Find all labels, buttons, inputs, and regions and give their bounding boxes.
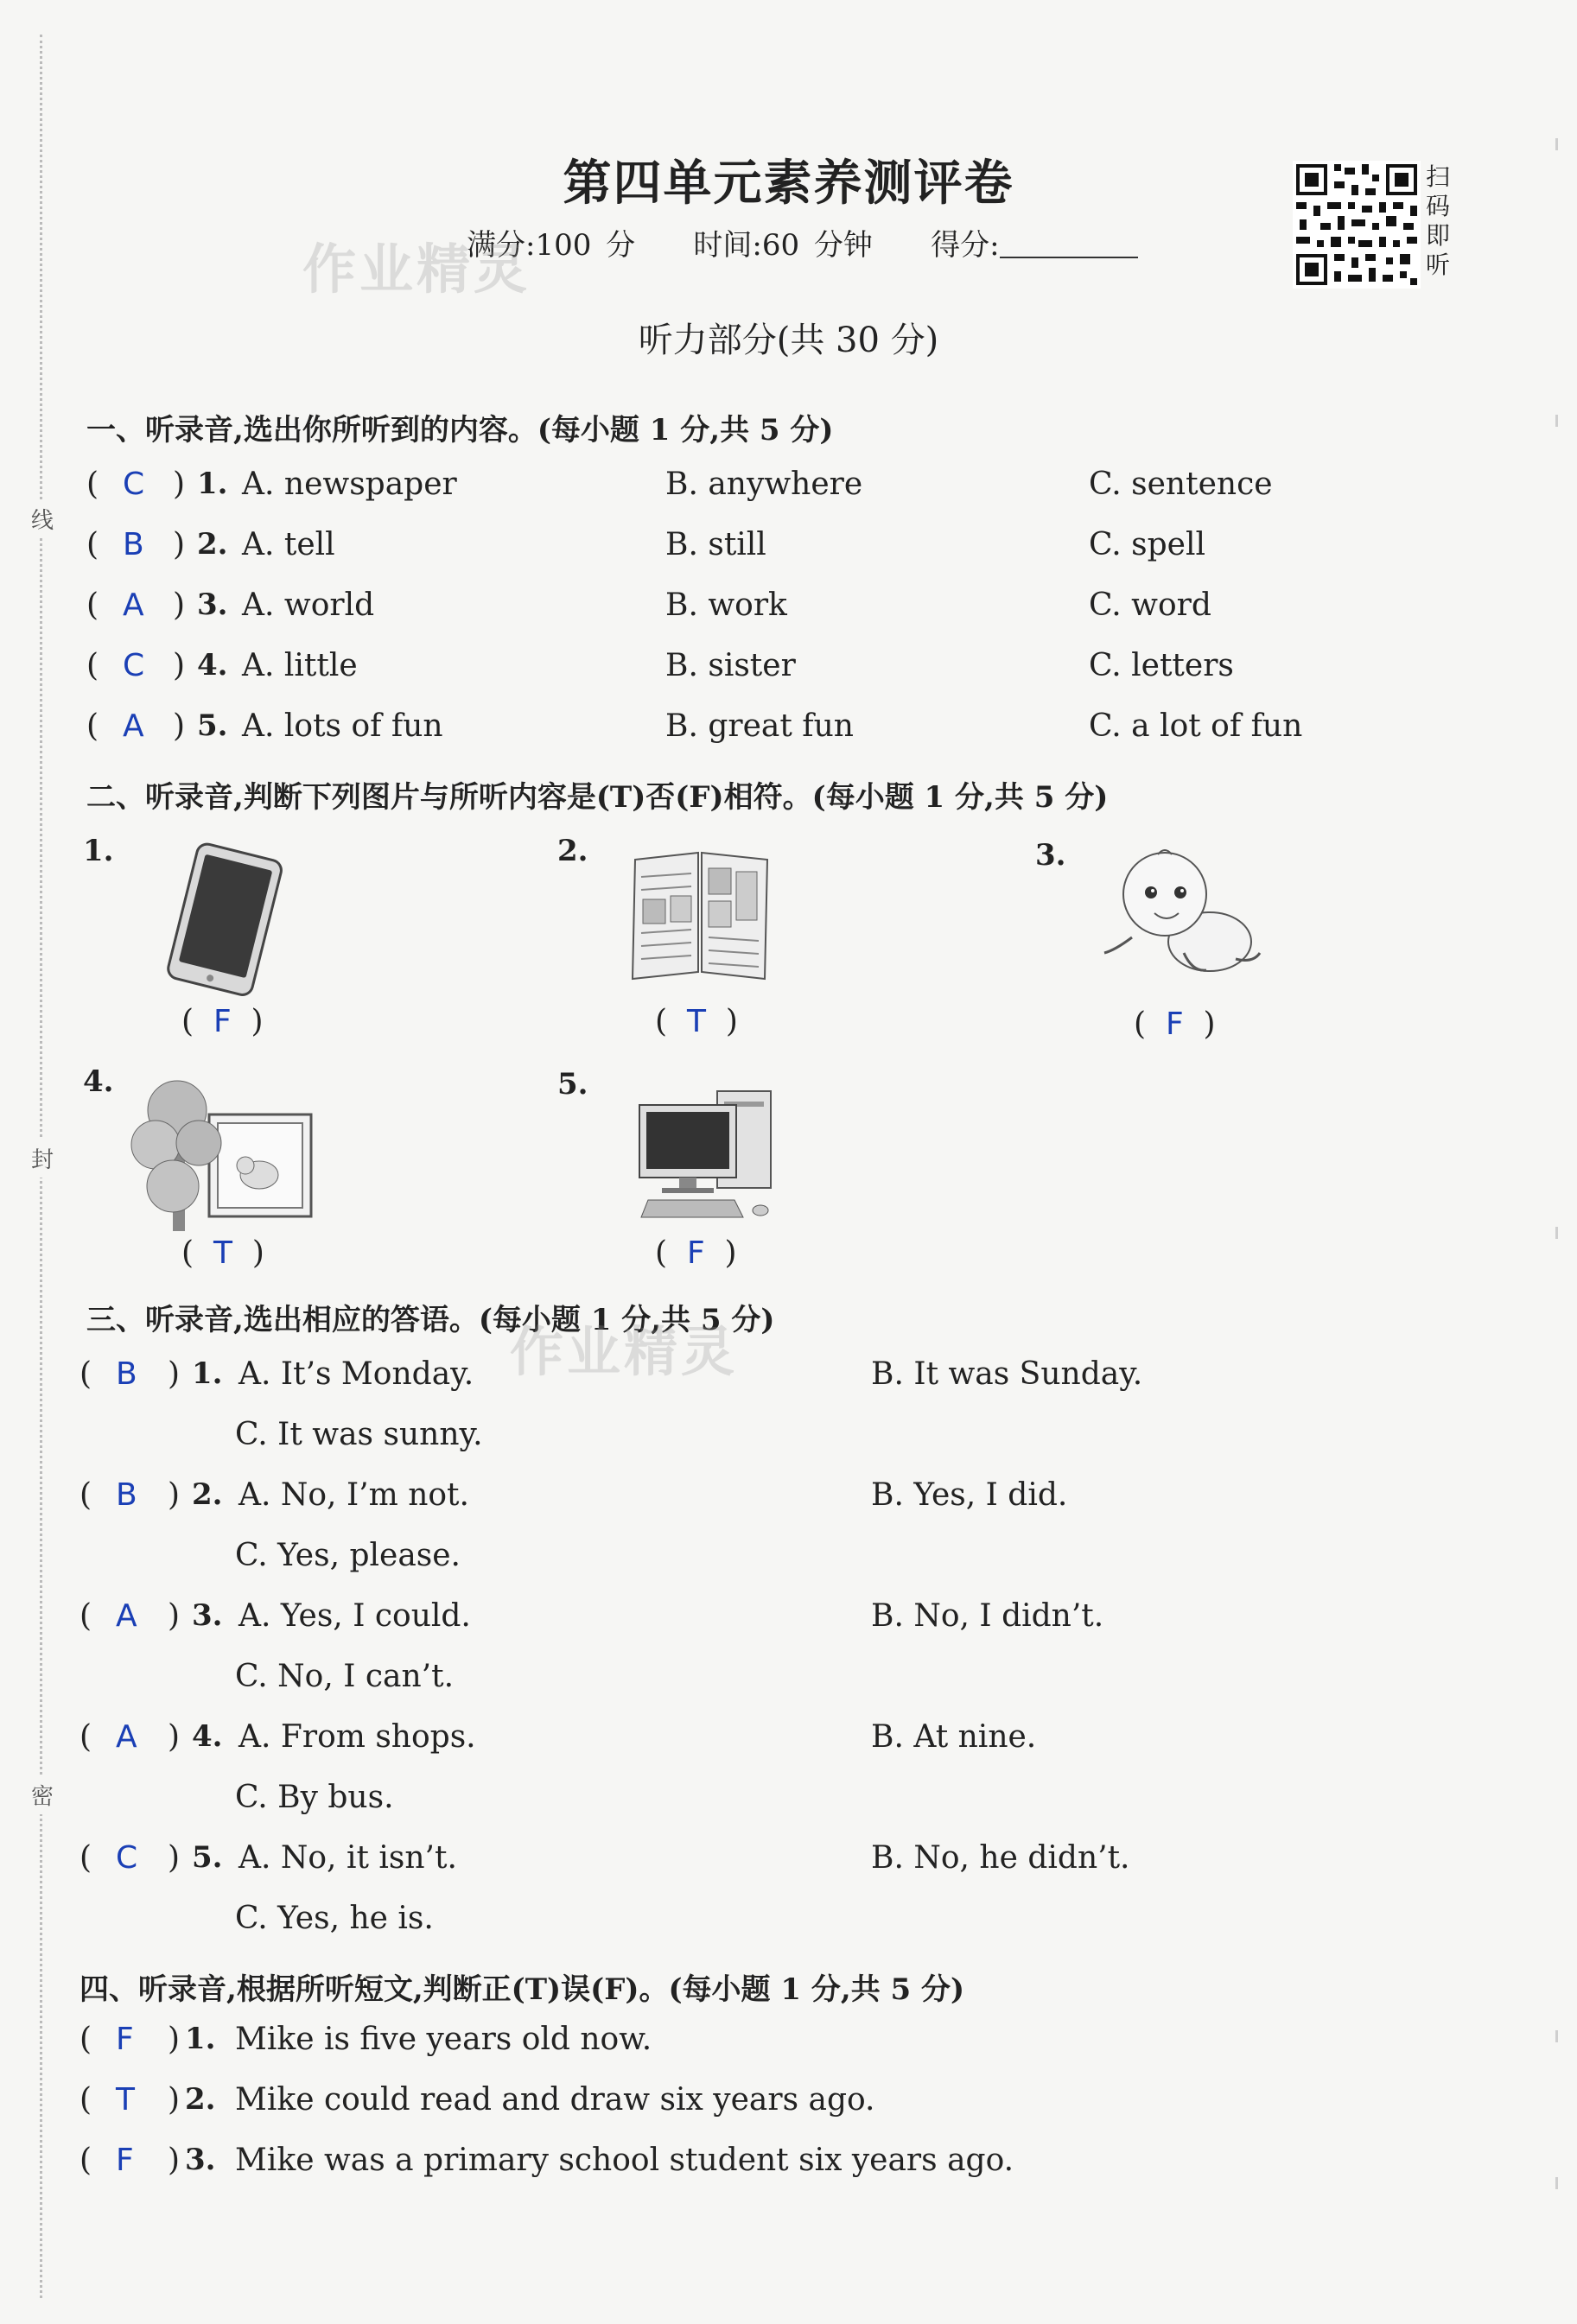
option-b: B. still: [665, 527, 766, 562]
part3-item: ( A ) 3. A. Yes, I could. B. No, I didn’t. C. No, I can’t.: [79, 1598, 1104, 1694]
part3-item: ( B ) 1. A. It’s Monday. B. It was Sunday. C. It was sunny.: [79, 1356, 1143, 1452]
option-b: B. No, he didn’t.: [871, 1840, 1130, 1876]
answer-mark[interactable]: C: [116, 1840, 138, 1876]
part2-heading: 二、听录音,判断下列图片与所听内容是(T)否(F)相符。(每小题 1 分,共 5 分): [86, 780, 1109, 815]
option-c: C. spell: [1089, 527, 1205, 562]
statement: Mike was a primary school student six years ago.: [235, 2143, 1014, 2178]
option-c: C. letters: [1089, 648, 1234, 683]
answer-mark[interactable]: F: [686, 1235, 705, 1271]
answer-mark[interactable]: F: [116, 2143, 134, 2178]
option-b: B. No, I didn’t.: [871, 1598, 1104, 1634]
picture-number: 1.: [83, 834, 114, 868]
option-c: C. sentence: [1089, 467, 1273, 502]
answer-mark[interactable]: C: [123, 467, 145, 502]
baby-icon: [1097, 842, 1270, 989]
option-c: C. No, I can’t.: [235, 1659, 455, 1694]
option-c: C. Yes, please.: [235, 1538, 461, 1573]
binding-char-seal: 封: [31, 1139, 54, 1178]
answer-mark[interactable]: F: [213, 1004, 232, 1039]
option-b: B. great fun: [665, 708, 854, 744]
option-a: A. newspaper: [242, 467, 457, 502]
answer-mark[interactable]: A: [116, 1598, 137, 1634]
part1-item: ( C ) 4. A. little B. sister C. letters: [86, 648, 1234, 683]
option-c: C. It was sunny.: [235, 1417, 483, 1452]
edge-tick: [1555, 2030, 1563, 2042]
part1-item: ( B ) 2. A. tell B. still C. spell: [86, 527, 1205, 562]
statement: Mike is five years old now.: [235, 2022, 652, 2057]
part3-item: ( C ) 5. A. No, it isn’t. B. No, he didn’t. C. Yes, he is.: [79, 1840, 1130, 1936]
answer-mark[interactable]: T: [116, 2082, 135, 2118]
part2-answer-5: ( F ): [655, 1235, 737, 1271]
edge-tick: [1555, 1227, 1563, 1239]
binding-char-line: 线: [31, 499, 54, 538]
part1-item: ( A ) 3. A. world B. work C. word: [86, 587, 1211, 623]
answer-mark[interactable]: F: [1165, 1006, 1184, 1042]
option-a: A. It’s Monday.: [238, 1356, 474, 1392]
option-b: B. sister: [665, 648, 796, 683]
exam-meta: [467, 221, 1138, 264]
option-a: A. world: [242, 587, 375, 623]
option-a: A. No, I’m not.: [238, 1477, 469, 1513]
picture-number: 3.: [1035, 838, 1066, 873]
section-title: 听力部分(共 30 分): [638, 321, 939, 360]
tablet-icon: [154, 842, 301, 998]
part3-heading: 三、听录音,选出相应的答语。(每小题 1 分,共 5 分): [86, 1303, 775, 1337]
part4-heading: 四、听录音,根据所听短文,判断正(T)误(F)。(每小题 1 分,共 5 分): [79, 1972, 965, 2007]
picture-number: 5.: [557, 1067, 588, 1102]
option-c: C. word: [1089, 587, 1211, 623]
option-b: B. It was Sunday.: [871, 1356, 1143, 1392]
picture-number: 4.: [83, 1064, 114, 1099]
part1-item: ( C ) 1. A. newspaper B. anywhere C. sentence: [86, 467, 1273, 502]
part2-answer-2: ( T ): [655, 1004, 738, 1039]
watermark-logo: 作业精灵: [510, 1320, 739, 1383]
computer-icon: [631, 1084, 782, 1222]
answer-mark[interactable]: B: [116, 1477, 137, 1513]
edge-tick: [1555, 2177, 1563, 2189]
option-a: A. Yes, I could.: [238, 1598, 471, 1634]
answer-mark[interactable]: F: [116, 2022, 134, 2057]
option-c: C. a lot of fun: [1089, 708, 1303, 744]
part2-answer-3: ( F ): [1134, 1006, 1216, 1042]
answer-mark[interactable]: T: [213, 1235, 232, 1271]
part3-item: ( B ) 2. A. No, I’m not. B. Yes, I did. C. Yes, please.: [79, 1477, 1068, 1573]
tree-window-icon: [130, 1076, 320, 1231]
option-b: B. At nine.: [871, 1719, 1037, 1755]
part2-answer-4: ( T ): [181, 1235, 264, 1271]
part4-item: ( F ) 3. Mike was a primary school student six years ago.: [79, 2143, 1014, 2178]
answer-mark[interactable]: B: [116, 1356, 137, 1392]
statement: Mike could read and draw six years ago.: [235, 2082, 875, 2118]
part3-item: ( A ) 4. A. From shops. B. At nine. C. By bus.: [79, 1719, 1037, 1815]
option-a: A. No, it isn’t.: [238, 1840, 457, 1876]
option-a: A. little: [242, 648, 358, 683]
part4-item: ( F ) 1. Mike is five years old now.: [79, 2022, 652, 2057]
part1-heading: 一、听录音,选出你所听到的内容。(每小题 1 分,共 5 分): [86, 413, 834, 448]
time-limit: 时间:60 分钟: [693, 228, 873, 263]
binding-char-secret: 密: [31, 1775, 54, 1814]
full-score: 满分:100 分: [467, 228, 636, 263]
option-b: B. work: [665, 587, 787, 623]
watermark-logo: 作业精灵: [302, 238, 531, 301]
option-a: A. From shops.: [238, 1719, 476, 1755]
option-c: C. By bus.: [235, 1780, 394, 1815]
part4-item: ( T ) 2. Mike could read and draw six years ago.: [79, 2082, 875, 2118]
page-title: 第四单元素养测评卷: [563, 155, 1014, 212]
answer-mark[interactable]: A: [123, 708, 144, 744]
answer-mark[interactable]: A: [123, 587, 144, 623]
picture-number: 2.: [557, 834, 588, 868]
option-a: A. tell: [242, 527, 335, 562]
option-b: B. Yes, I did.: [871, 1477, 1068, 1513]
answer-mark[interactable]: C: [123, 648, 145, 683]
answer-mark[interactable]: B: [123, 527, 144, 562]
score-label: 得分:: [931, 228, 1000, 263]
qr-label: 扫码即听: [1426, 162, 1451, 279]
newspaper-icon: [622, 842, 778, 989]
part1-item: ( A ) 5. A. lots of fun B. great fun C. a lot of fun: [86, 708, 1303, 744]
answer-mark[interactable]: A: [116, 1719, 137, 1755]
option-b: B. anywhere: [665, 467, 863, 502]
option-a: A. lots of fun: [242, 708, 443, 744]
edge-tick: [1555, 415, 1563, 427]
option-c: C. Yes, he is.: [235, 1901, 434, 1936]
qr-code-icon[interactable]: [1293, 161, 1421, 289]
answer-mark[interactable]: T: [686, 1004, 706, 1039]
part2-answer-1: ( F ): [181, 1004, 264, 1039]
score-blank[interactable]: [1000, 236, 1138, 258]
